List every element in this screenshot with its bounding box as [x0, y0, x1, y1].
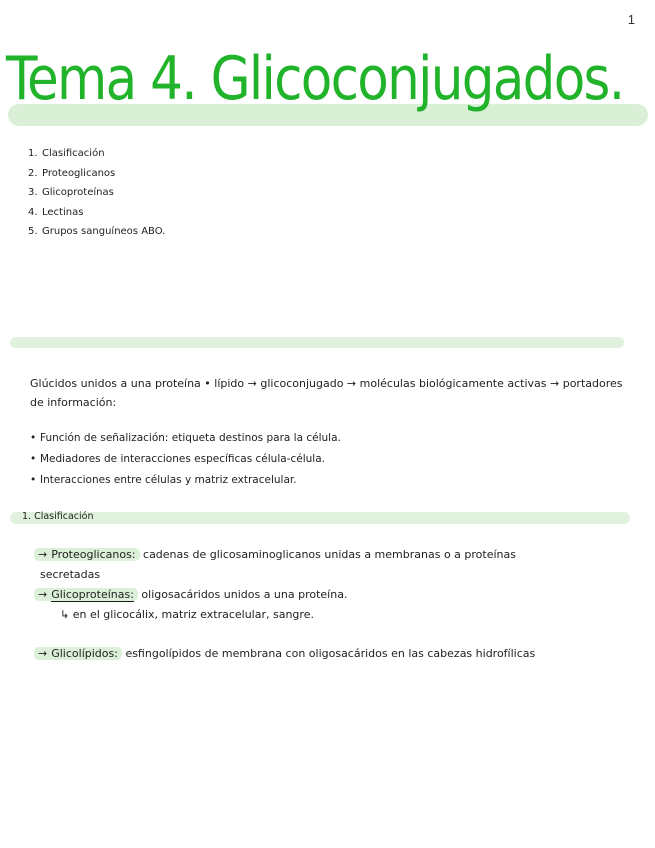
entry-continuation [60, 606, 314, 624]
toc-number: 5. [28, 226, 38, 237]
toc-number: 4. [28, 206, 38, 218]
term-highlight [34, 647, 122, 660]
toc-label: Grupos sanguíneos ABO. [42, 226, 166, 237]
arrow-right-icon: → [38, 588, 48, 601]
entry-proteoglicanos [34, 546, 516, 564]
list-item-text: Mediadores de interacciones específicas célula-célula. [40, 453, 325, 465]
section-heading: 1. Clasificación [22, 511, 94, 522]
toc-number: 3. [28, 187, 38, 198]
toc-number: 1. [28, 148, 38, 159]
bullet-icon: • [30, 474, 37, 486]
entry-text: cadenas de glicosaminoglicanos unidas a membranas o a proteínas [143, 548, 516, 561]
list-item-text: Función de señalización: etiqueta destinos para la célula. [40, 432, 341, 444]
entry-glicolipidos [34, 645, 535, 663]
bullet-icon: • [30, 453, 37, 465]
toc-item [28, 203, 165, 223]
toc-number: 2. [28, 167, 38, 179]
term-highlight [34, 588, 138, 601]
entry-text: esfingolípidos de membrana con oligosacáridos en las cabezas hidrofílicas [125, 647, 536, 660]
table-of-contents [28, 144, 165, 242]
toc-label: Clasificación [42, 148, 105, 159]
toc-item [28, 222, 165, 242]
toc-item [28, 183, 165, 203]
toc-item [28, 164, 165, 184]
page-title: Tema 4. Glicoconjugados. [6, 44, 624, 114]
divider-highlight [10, 337, 624, 348]
function-list [30, 428, 341, 491]
toc-label: Proteoglicanos [42, 167, 116, 179]
toc-label: Lectinas [42, 206, 84, 218]
corner-arrow-icon: ↳ [60, 608, 70, 621]
arrow-right-icon: → [38, 647, 48, 660]
entry-glicoproteinas [34, 586, 347, 604]
entry-text: oligosacáridos unidos a una proteína. [141, 588, 348, 601]
list-item [30, 428, 341, 449]
toc-item [28, 144, 165, 164]
intro-paragraph: Glúcidos unidos a una proteína • lípido → glicoconjugado → moléculas biológicamente activas → portadores de información: [30, 377, 623, 409]
list-item-text: Interacciones entre células y matriz extracelular. [40, 474, 297, 486]
term-label: Glicoproteínas: [51, 588, 134, 601]
toc-label: Glicoproteínas [42, 187, 114, 198]
term-label: Proteoglicanos: [51, 548, 136, 561]
entry-text: en el glicocálix, matriz extracelular, sangre. [72, 608, 314, 621]
list-item [30, 449, 341, 470]
bullet-icon: • [30, 432, 37, 444]
page-number: 1 [627, 12, 635, 27]
list-item [30, 470, 341, 491]
term-highlight [34, 548, 140, 561]
entry-continuation: secretadas [40, 568, 101, 581]
section-highlight [10, 512, 630, 524]
arrow-right-icon: → [38, 548, 48, 561]
term-label: Glicolípidos: [51, 647, 118, 660]
